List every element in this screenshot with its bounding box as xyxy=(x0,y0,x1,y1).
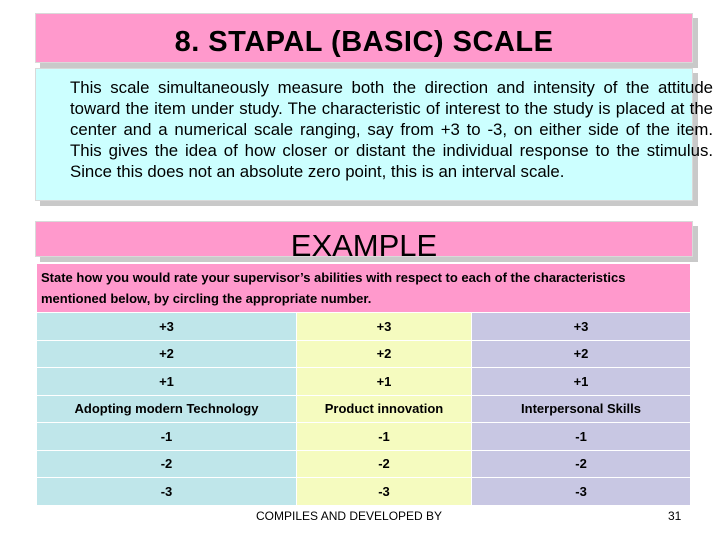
description-text: This scale simultaneously measure both the direction and intensity of the attitude toward the item under study. The characteristic of interest to the study is placed at the center and a numerical scale ranging, say from +3 to -3, on either side of the item. This gives the idea of how closer or distant the individual response to the stimulus. Since this does not an absolute zero point, this is an interval scale. xyxy=(70,78,713,181)
scale-cell: -3 xyxy=(472,478,691,506)
footer-text: COMPILES AND DEVELOPED BY xyxy=(256,509,443,523)
scale-cell: +3 xyxy=(297,313,472,341)
item-cell: Adopting modern Technology xyxy=(37,395,297,423)
example-heading: EXAMPLE xyxy=(290,228,438,263)
scale-cell: -2 xyxy=(297,450,472,478)
scale-cell: +1 xyxy=(472,368,691,396)
scale-cell: -1 xyxy=(297,423,472,451)
scale-cell: -1 xyxy=(37,423,297,451)
scale-cell: -1 xyxy=(472,423,691,451)
page-number: 31 xyxy=(668,509,682,523)
scale-cell: +3 xyxy=(37,313,297,341)
stapel-scale-table xyxy=(36,263,691,506)
description-box xyxy=(35,68,713,201)
scale-cell: +1 xyxy=(297,368,472,396)
scale-cell: +2 xyxy=(297,340,472,368)
table-row xyxy=(37,450,691,478)
table-row xyxy=(37,313,691,341)
scale-cell: +2 xyxy=(472,340,691,368)
scale-cell: +1 xyxy=(37,368,297,396)
scale-cell: -2 xyxy=(472,450,691,478)
table-row xyxy=(37,423,691,451)
scale-cell: -3 xyxy=(37,478,297,506)
table-row xyxy=(37,478,691,506)
scale-cell: +3 xyxy=(472,313,691,341)
item-cell: Product innovation xyxy=(297,395,472,423)
title-bar xyxy=(35,13,693,63)
example-bar xyxy=(35,221,693,263)
scale-cell: +2 xyxy=(37,340,297,368)
instruction-text: State how you would rate your supervisor’s abilities with respect to each of the characteristics mentioned below, by circling the appropriate number. xyxy=(37,264,691,313)
slide-title: 8. STAPAL (BASIC) SCALE xyxy=(174,26,554,58)
scale-cell: -3 xyxy=(297,478,472,506)
scale-cell: -2 xyxy=(37,450,297,478)
item-row xyxy=(37,395,691,423)
table-row xyxy=(37,368,691,396)
item-cell: Interpersonal Skills xyxy=(472,395,691,423)
table-row xyxy=(37,340,691,368)
instruction-row xyxy=(37,264,691,313)
